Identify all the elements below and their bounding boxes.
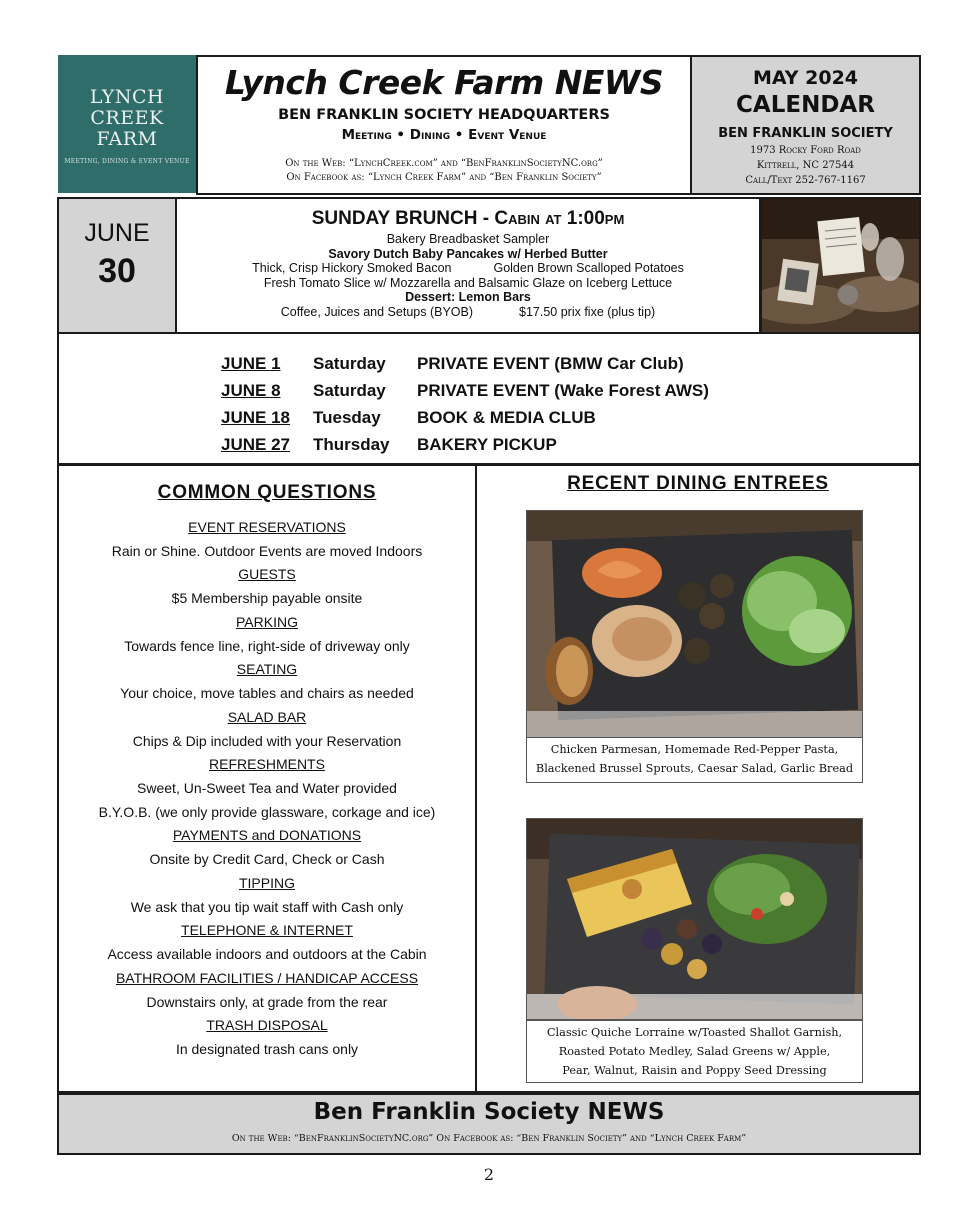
menu-line-3 <box>177 261 759 275</box>
common-questions <box>57 463 477 1093</box>
question-answer: Your choice, move tables and chairs as needed <box>120 685 414 701</box>
brunch-menu <box>175 197 761 334</box>
calendar-box <box>690 55 921 195</box>
question-heading: REFRESHMENTS <box>209 756 325 772</box>
entrees-title: RECENT DINING ENTREES <box>567 473 829 494</box>
question-answer: $5 Membership payable onsite <box>171 590 363 606</box>
table-setting-photo <box>760 197 921 334</box>
caption-line: Chicken Parmesan, Homemade Red-Pepper Pasta, <box>550 743 839 756</box>
brunch-month: JUNE <box>84 219 150 247</box>
web-links: On the Web: “LynchCreek.com” and “BenFranklinSocietyNC.org” <box>285 158 603 169</box>
event-name: BOOK & MEDIA CLUB <box>417 408 596 427</box>
logo-line-1: LYNCH <box>89 86 165 108</box>
question-answer: B.Y.O.B. (we only provide glassware, corkage and ice) <box>98 804 436 820</box>
caption-line: Classic Quiche Lorraine w/Toasted Shallot Garnish, <box>546 1026 843 1039</box>
caption-line: Roasted Potato Medley, Salad Greens w/ Apple, <box>558 1045 831 1058</box>
question-heading: TIPPING <box>238 875 295 891</box>
footer-title: Ben Franklin Society NEWS <box>313 1099 665 1125</box>
newsletter-header <box>196 55 692 195</box>
event-day: Thursday <box>313 435 390 454</box>
calendar-month: MAY 2024 <box>752 67 859 89</box>
table-setting-image <box>762 199 919 332</box>
question-answer: In designated trash cans only <box>175 1041 359 1057</box>
caption-line: Pear, Walnut, Raisin and Poppy Seed Dressing <box>562 1064 827 1077</box>
menu-dessert: Dessert: Lemon Bars <box>405 290 531 304</box>
events-list <box>57 332 921 466</box>
menu-line-4: Fresh Tomato Slice w/ Mozzarella and Balsamic Glaze on Iceberg Lettuce <box>263 276 673 290</box>
question-answer: Onsite by Credit Card, Check or Cash <box>149 851 385 867</box>
question-heading: BATHROOM FACILITIES / HANDICAP ACCESS <box>115 970 419 986</box>
question-answer: Rain or Shine. Outdoor Events are moved Indoors <box>111 543 423 559</box>
event-name: PRIVATE EVENT (BMW Car Club) <box>417 354 684 373</box>
logo-tagline: MEETING, DINING & EVENT VENUE <box>64 158 190 165</box>
event-date: JUNE 1 <box>221 354 281 373</box>
calendar-org: BEN FRANKLIN SOCIETY <box>718 126 893 141</box>
logo-text <box>58 87 196 150</box>
question-answer: Downstairs only, at grade from the rear <box>146 994 388 1010</box>
menu-bacon: Thick, Crisp Hickory Smoked Bacon <box>252 261 452 275</box>
phone: Call/Text 252-767-1167 <box>745 175 866 186</box>
event-name: PRIVATE EVENT (Wake Forest AWS) <box>417 381 709 400</box>
question-answer: Towards fence line, right-side of driveway only <box>124 638 410 654</box>
address-line-2: Kittrell, NC 27544 <box>756 160 855 171</box>
event-date: JUNE 18 <box>221 408 290 427</box>
question-heading: SALAD BAR <box>227 709 307 725</box>
quiche-lorraine-caption <box>526 1020 863 1083</box>
question-heading: PARKING <box>236 614 298 630</box>
chicken-parmesan-image <box>527 511 862 737</box>
newsletter-subtitle: BEN FRANKLIN SOCIETY HEADQUARTERS <box>278 107 610 123</box>
question-heading: SEATING <box>236 661 298 677</box>
menu-line-2: Savory Dutch Baby Pancakes w/ Herbed Butter <box>328 247 608 261</box>
menu-drinks: Coffee, Juices and Setups (BYOB) <box>280 305 474 319</box>
quiche-lorraine-image <box>527 819 862 1019</box>
brunch-day: 30 <box>98 252 136 290</box>
event-day: Saturday <box>313 354 386 373</box>
footer-links: On the Web: “BenFranklinSocietyNC.org” On Facebook as: “Ben Franklin Society” and “Lynch Creek Farm” <box>231 1133 747 1144</box>
question-answer: Chips & Dip included with your Reservation <box>132 733 402 749</box>
event-day: Tuesday <box>313 408 381 427</box>
brunch-title-main: SUNDAY BRUNCH - <box>311 208 495 229</box>
chicken-parmesan-photo <box>526 510 863 738</box>
page-number: 2 <box>483 1165 495 1184</box>
brunch-date <box>57 197 177 334</box>
question-answer: We ask that you tip wait staff with Cash only <box>130 899 404 915</box>
question-heading: TELEPHONE & INTERNET <box>181 922 353 938</box>
facebook-links: On Facebook as: “Lynch Creek Farm” and “Ben Franklin Society” <box>286 172 602 183</box>
menu-price: $17.50 prix fixe (plus tip) <box>519 305 656 319</box>
question-answer: Sweet, Un-Sweet Tea and Water provided <box>137 780 397 796</box>
calendar-label: CALENDAR <box>736 92 875 118</box>
question-answer: Access available indoors and outdoors at the Cabin <box>107 946 427 962</box>
questions-title: COMMON QUESTIONS <box>157 482 377 503</box>
brunch-title <box>177 208 759 230</box>
chicken-parmesan-caption <box>526 737 863 783</box>
brunch-title-location: Cabin at 1:00pm <box>494 208 625 229</box>
logo-line-3: FARM <box>96 128 158 150</box>
menu-line-6 <box>177 305 759 319</box>
newsletter-title: Lynch Creek Farm NEWS <box>224 63 664 102</box>
address-line-1: 1973 Rocky Ford Road <box>750 145 861 156</box>
menu-potatoes: Golden Brown Scalloped Potatoes <box>493 261 684 275</box>
question-heading: EVENT RESERVATIONS <box>188 519 346 535</box>
event-date: JUNE 27 <box>221 435 290 454</box>
recent-dining-entrees <box>475 463 921 1093</box>
newsletter-tagline: Meeting • Dining • Event Venue <box>341 127 547 143</box>
question-heading: GUESTS <box>238 566 296 582</box>
menu-line-1: Bakery Breadbasket Sampler <box>386 232 550 246</box>
event-day: Saturday <box>313 381 386 400</box>
lynch-creek-farm-logo <box>58 55 196 193</box>
footer-banner <box>57 1093 921 1155</box>
event-name: BAKERY PICKUP <box>417 435 557 454</box>
logo-line-2: CREEK <box>90 107 164 129</box>
quiche-lorraine-photo <box>526 818 863 1020</box>
question-heading: TRASH DISPOSAL <box>206 1017 328 1033</box>
caption-line: Blackened Brussel Sprouts, Caesar Salad, Garlic Bread <box>535 762 854 775</box>
event-date: JUNE 8 <box>221 381 281 400</box>
question-heading: PAYMENTS and DONATIONS <box>172 827 362 843</box>
